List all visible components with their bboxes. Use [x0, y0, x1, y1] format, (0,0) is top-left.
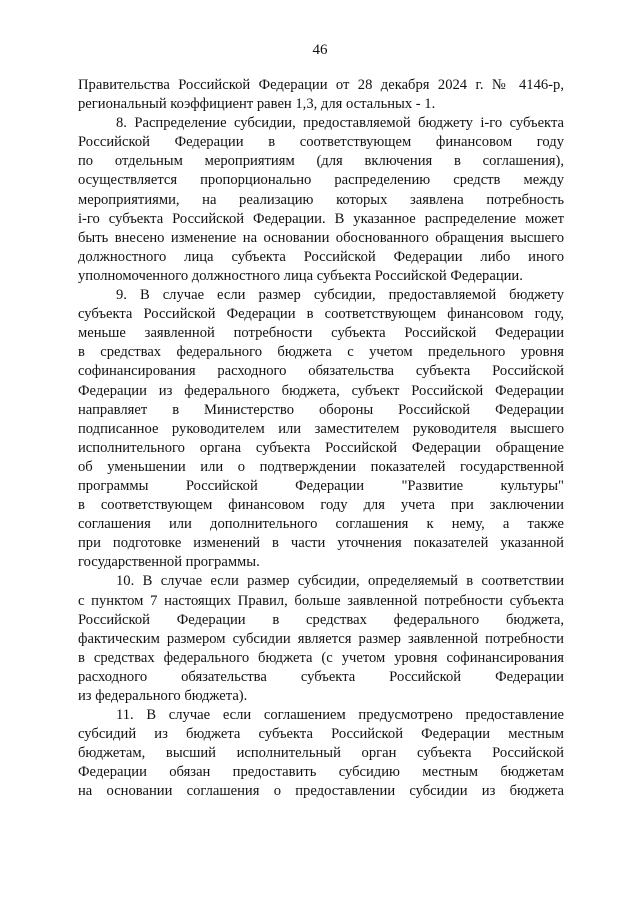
text-line: исполнительного органа субъекта Российской Федерации обращение — [78, 439, 564, 456]
text-line: уполномоченного должностного лица субъекта Российской Федерации. — [78, 267, 523, 284]
text-line: расходного обязательства субъекта Российской Федерации — [78, 668, 564, 685]
text-line: при подготовке изменений в части уточнения показателей указанной — [78, 535, 564, 552]
text-line: в средствах федерального бюджета с учетом предельного уровня — [78, 344, 564, 361]
text-line: субсидий из бюджета субъекта Российской Федерации местным — [78, 726, 564, 743]
text-line: 9. В случае если размер субсидии, предоставляемой бюджету — [116, 287, 564, 304]
text-line: на основании соглашения о предоставлении субсидии из бюджета — [78, 783, 564, 800]
text-line: в средствах федерального бюджета (с учетом уровня софинансирования — [78, 649, 564, 666]
text-line: Федерации обязан предоставить субсидию местным бюджетам — [78, 764, 564, 781]
text-line: субъекта Российской Федерации в соответствующем финансовом году, — [78, 306, 564, 323]
text-line: быть внесено изменение на основании обоснованного обращения высшего — [78, 229, 564, 246]
text-line: Федерации из федерального бюджета, субъект Российской Федерации — [78, 382, 564, 399]
text-line: фактическим размером субсидии является размер заявленной потребности — [78, 630, 564, 647]
text-line: по отдельным мероприятиям (для включения в соглашения), — [78, 153, 564, 170]
text-line: Российской Федерации в средствах федерального бюджета, — [78, 611, 564, 628]
text-line: Российской Федерации в соответствующем финансовом году — [78, 134, 564, 151]
text-line: из федерального бюджета). — [78, 688, 248, 704]
text-line: осуществляется пропорционально распределению средств между — [78, 172, 564, 189]
text-line: государственной программы. — [78, 554, 260, 571]
text-line: Правительства Российской Федерации от 28 декабря 2024 г. № 4146-р, — [78, 77, 564, 93]
text-line: с пунктом 7 настоящих Правил, больше заявленной потребности субъекта — [78, 592, 564, 609]
text-line: направляет в Министерство обороны Российской Федерации — [78, 401, 564, 418]
text-line: мероприятиями, на реализацию которых заявлена потребность — [78, 191, 564, 208]
text-line: i-го субъекта Российской Федерации. В указанное распределение может — [78, 210, 564, 227]
text-line: меньше заявленной потребности субъекта Российской Федерации — [78, 325, 564, 342]
text-line: 10. В случае если размер субсидии, определяемый в соответствии — [116, 573, 564, 590]
text-line: 11. В случае если соглашением предусмотрено предоставление — [116, 707, 564, 724]
text-line: подписанное руководителем или заместителем руководителя высшего — [78, 420, 564, 437]
page-number: 46 — [312, 42, 328, 58]
text-line: региональный коэффициент равен 1,3, для остальных - 1. — [78, 96, 436, 113]
text-line: должностного лица субъекта Российской Федерации либо иного — [78, 248, 564, 265]
document-text — [78, 76, 564, 802]
text-line: об уменьшении или о подтверждении показателей государственной — [78, 458, 564, 475]
text-line: соглашения или дополнительного соглашения к нему, а также — [78, 516, 564, 533]
text-line: бюджетам, высший исполнительный орган субъекта Российской — [78, 745, 564, 762]
text-line: программы Российской Федерации "Развитие культуры" — [78, 477, 564, 494]
text-line: софинансирования расходного обязательства субъекта Российской — [78, 363, 564, 380]
text-line: 8. Распределение субсидии, предоставляемой бюджету i-го субъекта — [116, 115, 564, 132]
text-line: в соответствующем финансовом году для учета при заключении — [78, 497, 564, 514]
